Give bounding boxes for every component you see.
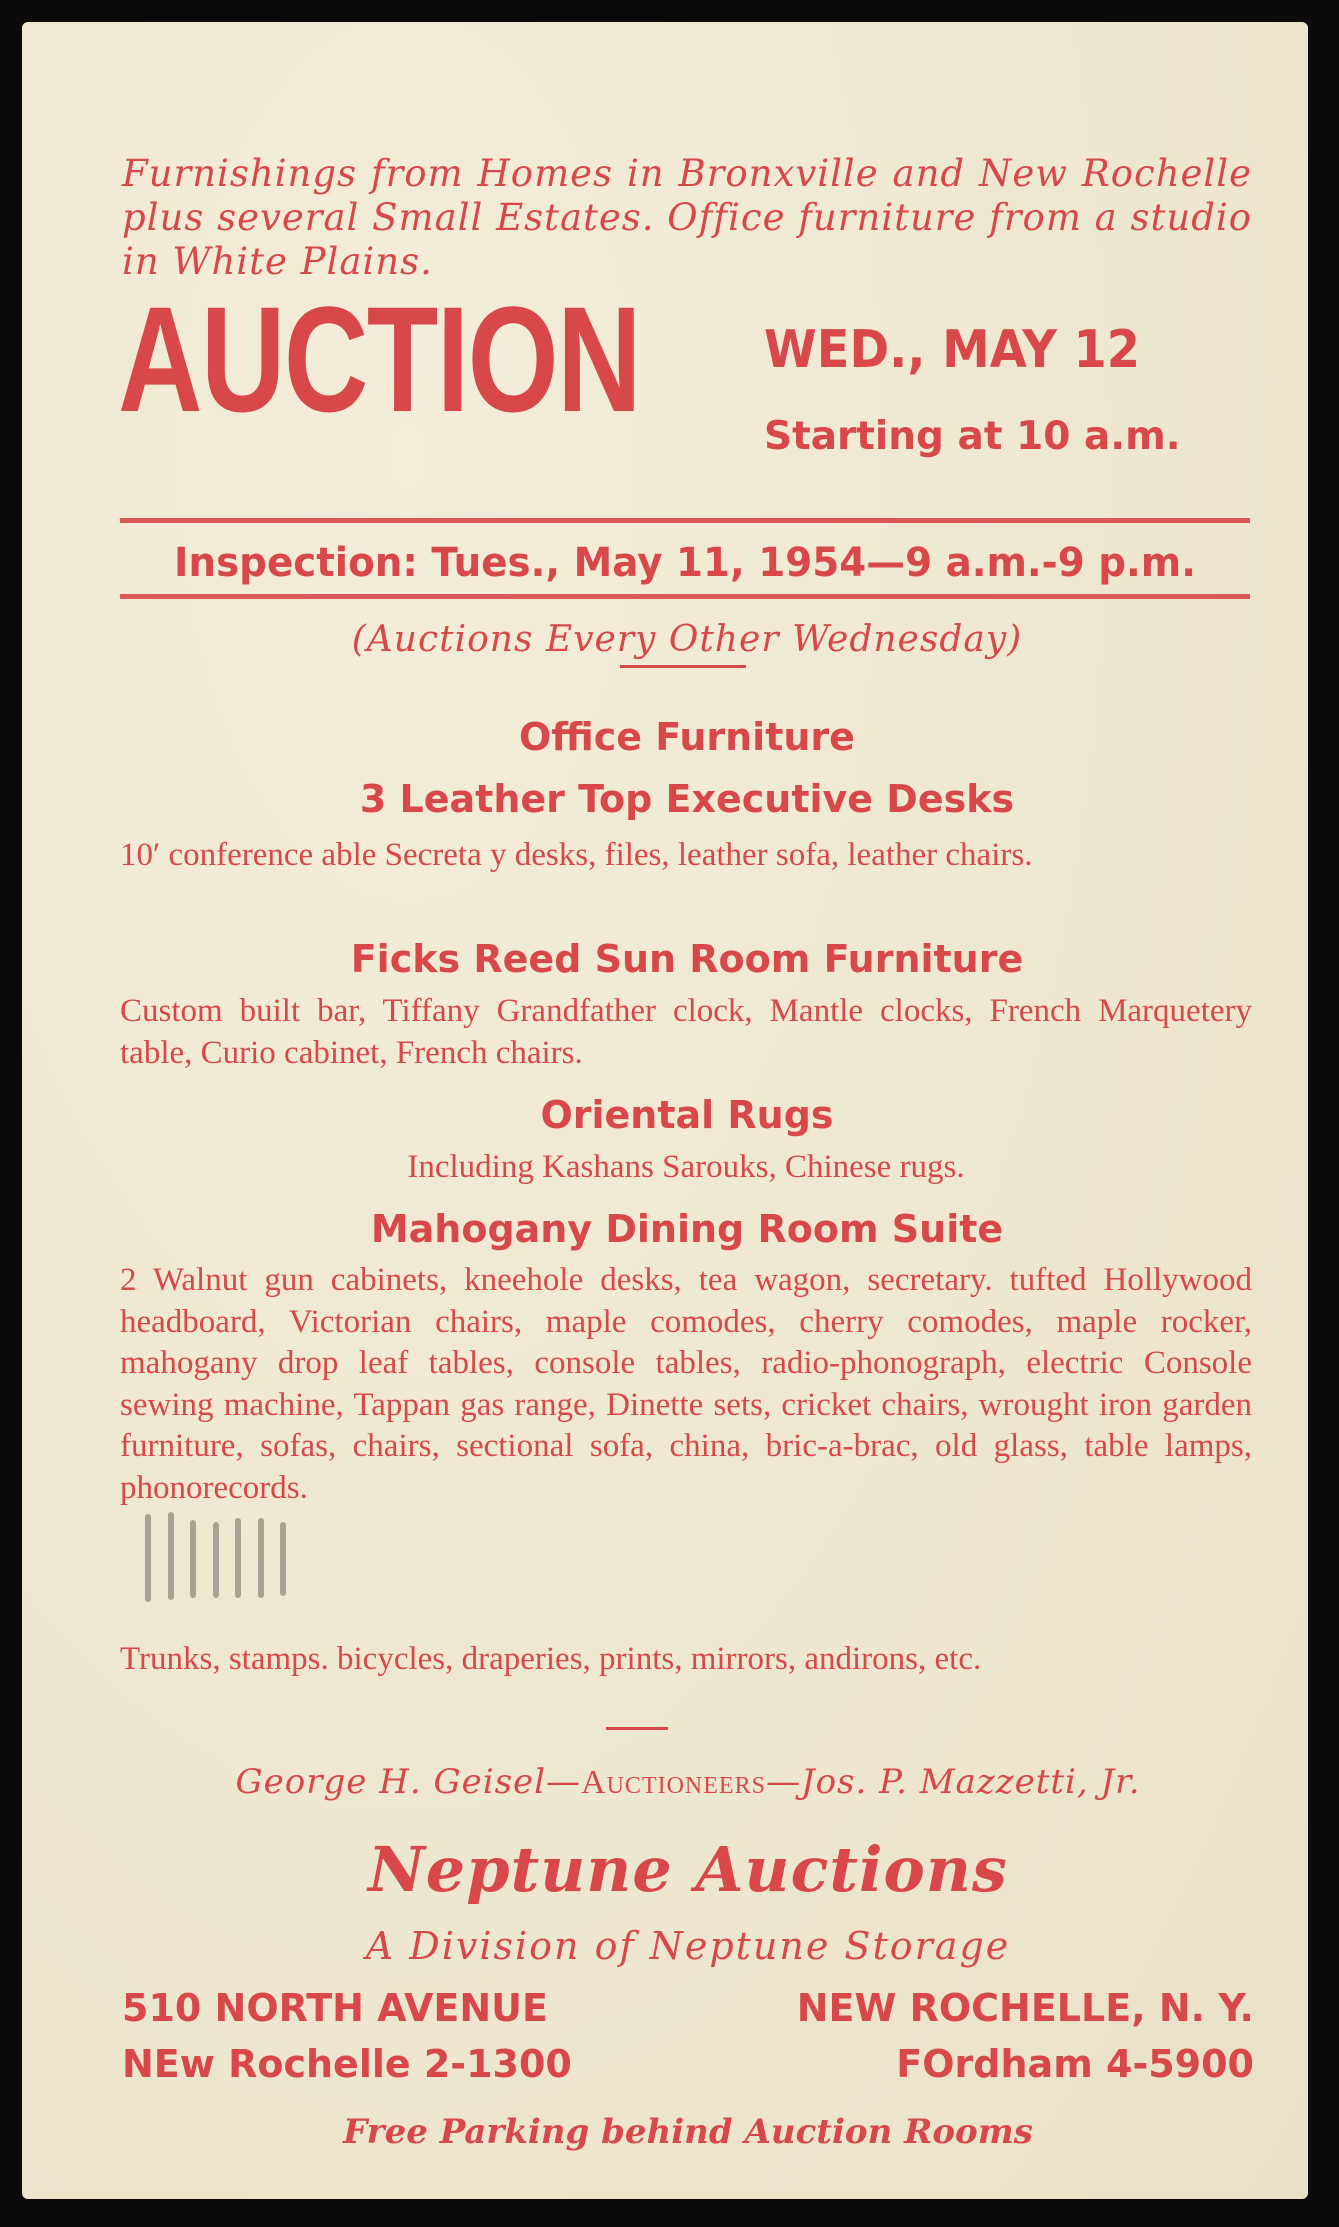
pencil-mark [145,1514,151,1602]
section-heading: Oriental Rugs [540,1093,834,1137]
section-heading: 3 Leather Top Executive Desks [359,777,1015,821]
section-body: 2 Walnut gun cabinets, kneehole desks, tea wagon, secretary. tufted Hollywood headboard, Victorian chairs, maple comodes, cherry comodes, maple rocker, mahogany drop leaf tables, console tables, radio-phonograph, electric Console sewing machine, Tappan gas range, Dinette sets, cricket chairs, wrought iron garden furniture, sofas, chairs, sectional sofa, china, bric-a-brac, old glass, table lamps, phonorecords. [120,1262,1252,1506]
section-body: 10′ conference able Secreta y desks, files, leather sofa, leather chairs. [120,837,1033,873]
parking-note: Free Parking behind Auction Rooms [343,2112,1033,2152]
address-row [122,1984,1254,2032]
city-state: NEW ROCHELLE, N. Y. [796,1986,1254,2030]
start-time: Starting at 10 a.m. [764,414,1181,459]
pencil-mark [168,1512,174,1600]
divider-rule-bottom [120,594,1250,599]
pencil-mark [213,1522,219,1598]
pencil-mark [280,1522,286,1596]
brand-name: Neptune Auctions [368,1833,1008,1906]
inspection-line: Inspection: Tues., May 11, 1954—9 a.m.-9 p.m. [174,540,1196,586]
section-body: Custom built bar, Tiffany Grandfather clock, Mantle clocks, French Marquetery table, Curio cabinet, French chairs. [120,993,1252,1071]
section-body: Including Kashans Sarouks, Chinese rugs. [407,1149,965,1185]
section-heading: Mahogany Dining Room Suite [370,1207,1004,1251]
phone-local: NEw Rochelle 2-1300 [122,2042,572,2086]
short-divider [620,665,746,668]
auctioneer-right: —Jos. P. Mazzetti, Jr. [765,1762,1141,1802]
divider-rule-top [120,518,1250,523]
auctioneers-credit [122,1760,1254,1805]
auction-flyer [22,22,1308,2199]
pencil-mark [258,1518,264,1598]
section-heading: Ficks Reed Sun Room Furniture [350,937,1024,981]
phone-other: FOrdham 4-5900 [896,2042,1254,2086]
short-divider [606,1727,668,1730]
intro-text: Furnishings from Homes in Bronxville and New Rochelle plus several Small Estates. Office furniture from a studio in White Plains. [122,152,1252,283]
misc-items: Trunks, stamps. bicycles, draperies, prints, mirrors, andirons, etc. [120,1641,982,1677]
brand-division: A Division of Neptune Storage [365,1924,1011,1968]
auction-date: WED., MAY 12 [764,320,1141,380]
auctioneers-label: Auctioneers [581,1764,766,1801]
auctioneer-left: George H. Geisel— [235,1762,582,1802]
phone-row [122,2040,1254,2088]
auction-title: AUCTION [118,275,641,443]
pencil-mark [235,1518,241,1598]
pencil-mark [190,1520,196,1598]
schedule-note: (Auctions Every Other Wednesday) [351,619,1023,660]
street-address: 510 NORTH AVENUE [122,1986,548,2030]
section-heading: Office Furniture [519,715,855,759]
